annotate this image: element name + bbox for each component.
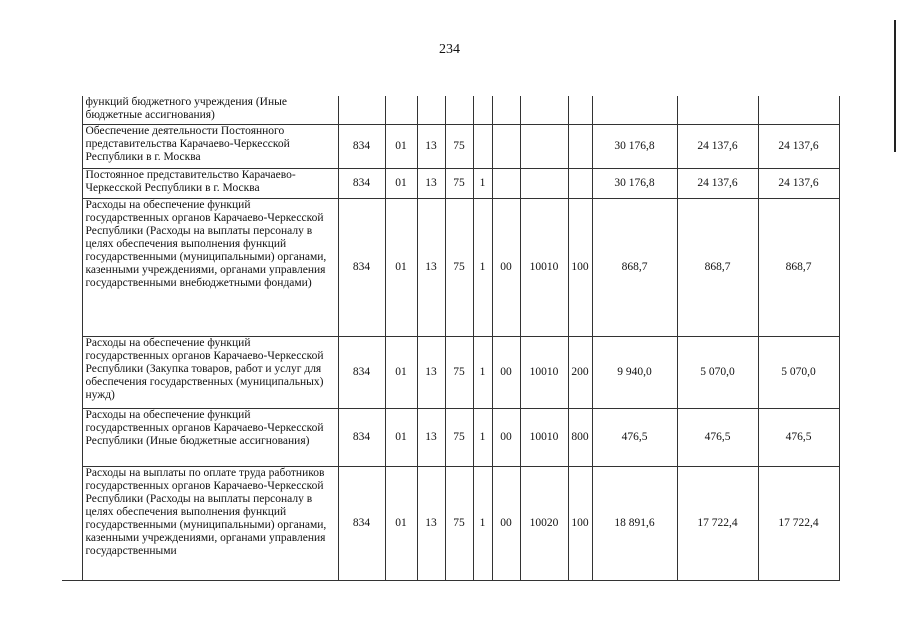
- table-row: [62, 124, 839, 168]
- amount-year-2: 24 137,6: [677, 124, 758, 168]
- page-number: 234: [439, 42, 460, 57]
- table-row: [62, 466, 839, 580]
- amount-year-3: 24 137,6: [758, 168, 839, 198]
- ministry-code: 834: [338, 168, 385, 198]
- amount-year-1: 9 940,0: [592, 336, 677, 408]
- row-margin-cell: [62, 168, 82, 198]
- program-code: 75: [445, 336, 473, 408]
- expense-type-code: 200: [568, 336, 592, 408]
- direction-code: [520, 168, 568, 198]
- event-code: [492, 168, 520, 198]
- section-code: [385, 96, 417, 124]
- ministry-code: 834: [338, 408, 385, 466]
- table-row: [62, 408, 839, 466]
- amount-year-3: 476,5: [758, 408, 839, 466]
- section-code: 01: [385, 408, 417, 466]
- amount-year-1: 30 176,8: [592, 168, 677, 198]
- expense-type-code: 800: [568, 408, 592, 466]
- amount-year-2: 17 722,4: [677, 466, 758, 580]
- amount-year-2: 868,7: [677, 198, 758, 336]
- direction-code: 10010: [520, 336, 568, 408]
- expense-type-code: [568, 96, 592, 124]
- row-name: Расходы на обеспечение функций государственных органов Карачаево-Черкесской Республики (Закупка товаров, работ и услуг для обеспечения государственных (муниципальных) нужд): [82, 336, 338, 408]
- ministry-code: 834: [338, 466, 385, 580]
- row-margin-cell: [62, 124, 82, 168]
- direction-code: 10010: [520, 408, 568, 466]
- ministry-code: 834: [338, 124, 385, 168]
- expense-type-code: [568, 124, 592, 168]
- budget-table: [62, 96, 840, 581]
- amount-year-3: 5 070,0: [758, 336, 839, 408]
- ministry-code: 834: [338, 198, 385, 336]
- amount-year-1: 30 176,8: [592, 124, 677, 168]
- ministry-code: 834: [338, 336, 385, 408]
- subprogram-code: 1: [473, 466, 492, 580]
- direction-code: [520, 96, 568, 124]
- direction-code: 10020: [520, 466, 568, 580]
- program-code: 75: [445, 124, 473, 168]
- direction-code: [520, 124, 568, 168]
- event-code: 00: [492, 198, 520, 336]
- margin-mark: [894, 20, 896, 152]
- table-row: [62, 168, 839, 198]
- event-code: 00: [492, 466, 520, 580]
- expense-type-code: 100: [568, 466, 592, 580]
- row-margin-cell: [62, 466, 82, 580]
- amount-year-3: 17 722,4: [758, 466, 839, 580]
- amount-year-2: 24 137,6: [677, 168, 758, 198]
- program-code: 75: [445, 408, 473, 466]
- amount-year-1: 18 891,6: [592, 466, 677, 580]
- subsection-code: [417, 96, 445, 124]
- amount-year-1: 476,5: [592, 408, 677, 466]
- subsection-code: 13: [417, 168, 445, 198]
- subprogram-code: [473, 96, 492, 124]
- row-name: Постоянное представительство Карачаево-Черкесской Республики в г. Москва: [82, 168, 338, 198]
- subsection-code: 13: [417, 198, 445, 336]
- section-code: 01: [385, 336, 417, 408]
- table-row: [62, 96, 839, 124]
- amount-year-2: 476,5: [677, 408, 758, 466]
- event-code: 00: [492, 336, 520, 408]
- subprogram-code: 1: [473, 336, 492, 408]
- event-code: 00: [492, 408, 520, 466]
- expense-type-code: [568, 168, 592, 198]
- program-code: 75: [445, 198, 473, 336]
- subsection-code: 13: [417, 408, 445, 466]
- row-name: Расходы на обеспечение функций государственных органов Карачаево-Черкесской Республики (Расходы на выплаты персоналу в целях обеспечения выполнения функций государственными (муниципальными) органами, казенными учреждениями, органами управления государственными внебюджетными фондами): [82, 198, 338, 336]
- amount-year-2: [677, 96, 758, 124]
- subprogram-code: 1: [473, 408, 492, 466]
- row-name: Расходы на выплаты по оплате труда работников государственных органов Карачаево-Черкесской Республики (Расходы на выплаты персоналу в целях обеспечения выполнения функций государственными (муниципальными) органами, казенными учреждениями, органами управления государственными: [82, 466, 338, 580]
- subsection-code: 13: [417, 466, 445, 580]
- row-name: Обеспечение деятельности Постоянного представительства Карачаево-Черкесской Республики в г. Москва: [82, 124, 338, 168]
- row-margin-cell: [62, 96, 82, 124]
- row-margin-cell: [62, 336, 82, 408]
- amount-year-3: 868,7: [758, 198, 839, 336]
- section-code: 01: [385, 168, 417, 198]
- row-margin-cell: [62, 408, 82, 466]
- section-code: 01: [385, 124, 417, 168]
- row-name: Расходы на обеспечение функций государственных органов Карачаево-Черкесской Республики (Иные бюджетные ассигнования): [82, 408, 338, 466]
- amount-year-2: 5 070,0: [677, 336, 758, 408]
- subsection-code: 13: [417, 124, 445, 168]
- section-code: 01: [385, 466, 417, 580]
- section-code: 01: [385, 198, 417, 336]
- amount-year-3: [758, 96, 839, 124]
- expense-type-code: 100: [568, 198, 592, 336]
- ministry-code: [338, 96, 385, 124]
- amount-year-3: 24 137,6: [758, 124, 839, 168]
- program-code: 75: [445, 466, 473, 580]
- row-margin-cell: [62, 198, 82, 336]
- event-code: [492, 96, 520, 124]
- subprogram-code: [473, 124, 492, 168]
- table-row: [62, 336, 839, 408]
- subprogram-code: 1: [473, 168, 492, 198]
- amount-year-1: [592, 96, 677, 124]
- event-code: [492, 124, 520, 168]
- program-code: [445, 96, 473, 124]
- direction-code: 10010: [520, 198, 568, 336]
- row-name: функций бюджетного учреждения (Иные бюджетные ассигнования): [82, 96, 338, 124]
- program-code: 75: [445, 168, 473, 198]
- subprogram-code: 1: [473, 198, 492, 336]
- subsection-code: 13: [417, 336, 445, 408]
- amount-year-1: 868,7: [592, 198, 677, 336]
- table-row: [62, 198, 839, 336]
